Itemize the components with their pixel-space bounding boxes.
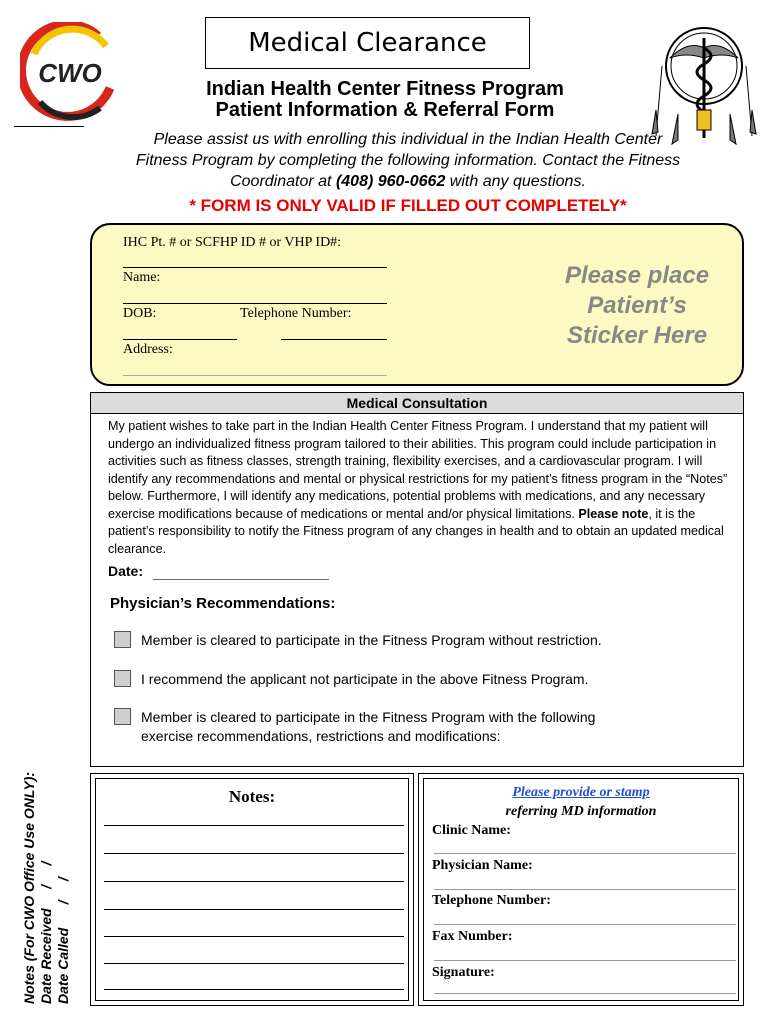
notes-line[interactable]: [104, 936, 404, 937]
intro-line: Fitness Program by completing the following information. Contact the Fitness: [135, 152, 681, 169]
program-title: Indian Health Center Fitness Program: [206, 78, 564, 100]
office-use-title: Notes (For CWO Office Use ONLY):: [21, 771, 37, 1004]
notes-line[interactable]: [104, 909, 404, 910]
consultation-box: [90, 413, 744, 767]
option-label: I recommend the applicant not participate in the above Fitness Program.: [141, 671, 589, 687]
patient-sticker-placeholder: Please place Patient’s Sticker Here: [564, 262, 710, 349]
recommendations-title: Physician’s Recommendations:: [110, 595, 336, 612]
notes-line[interactable]: [104, 989, 404, 990]
intro-text-post: with any questions.: [445, 173, 586, 190]
checkbox[interactable]: [114, 670, 131, 687]
physician-name-label: Physician Name:: [432, 858, 533, 873]
md-info-subheading: referring MD information: [505, 804, 657, 819]
address-field[interactable]: [123, 375, 387, 376]
notes-line[interactable]: [104, 825, 404, 826]
checkbox[interactable]: [114, 631, 131, 648]
date-field[interactable]: [153, 579, 329, 580]
dob-field[interactable]: [123, 339, 237, 340]
intro-line: [98, 171, 718, 192]
md-telephone-label: Telephone Number:: [432, 893, 551, 908]
telephone-field[interactable]: [281, 339, 387, 340]
name-label: Name:: [123, 270, 161, 285]
intro-text: [98, 129, 718, 192]
option-label-cont: exercise recommendations, restrictions and modifications:: [141, 728, 501, 744]
please-note: Please note: [578, 506, 649, 521]
physician-name-field[interactable]: [434, 889, 736, 890]
notes-box: [90, 773, 414, 1006]
telephone-label: Telephone Number:: [240, 306, 352, 321]
office-use-notes: [21, 734, 72, 1004]
form-title: Patient Information & Referral Form: [215, 99, 555, 121]
notes-line[interactable]: [104, 963, 404, 964]
referring-md-border: [423, 778, 739, 1001]
patient-id-label: IHC Pt. # or SCFHP ID # or VHP ID#:: [123, 235, 342, 250]
fax-number-field[interactable]: [434, 960, 736, 961]
checkbox[interactable]: [114, 708, 131, 725]
signature-field[interactable]: [434, 993, 736, 994]
validity-warning: * FORM IS ONLY VALID IF FILLED OUT COMPLETELY*: [189, 196, 627, 215]
intro-text-pre: Coordinator at: [230, 173, 336, 190]
date-called: Date Called / /: [55, 877, 71, 1004]
consultation-body: My patient wishes to take part in the Indian Health Center Fitness Program. I understand that my patient will undergo an individualized fitness program tailored to their abilities. This program could include participation in activities such as fitness classes, strength training, flexibility exercises, and a cardiovascular program. I will identify any recommendations and mental or physical restrictions for my patient’s fitness program in the “Notes” below. Furthermore, I will identify any medications, potential problems with medications, and any necessary exercise modifications because of medications or mental and/or physical limitations.: [108, 419, 728, 521]
notes-box-border: [95, 778, 409, 1001]
notes-title: Notes:: [228, 787, 276, 806]
intro-line: Please assist us with enrolling this individual in the Indian Health Center: [153, 131, 663, 148]
md-telephone-field[interactable]: [434, 924, 736, 925]
clinic-name-label: Clinic Name:: [432, 823, 511, 838]
fax-number-label: Fax Number:: [432, 929, 513, 944]
option-label: Member is cleared to participate in the Fitness Program without restriction.: [141, 632, 602, 648]
date-label: Date:: [108, 563, 144, 579]
notes-line[interactable]: [104, 853, 404, 854]
md-info-heading: Please provide or stamp: [512, 785, 650, 800]
signature-label: Signature:: [432, 965, 495, 980]
patient-info-box: [90, 223, 744, 386]
address-label: Address:: [123, 342, 173, 357]
patient-id-field[interactable]: [123, 267, 387, 268]
notes-line[interactable]: [104, 881, 404, 882]
option-label: Member is cleared to participate in the Fitness Program with the following: [141, 709, 596, 725]
dob-label: DOB:: [123, 306, 157, 321]
page-title: Medical Clearance: [205, 17, 530, 69]
consultation-header: Medical Consultation: [90, 392, 744, 414]
consultation-text: [108, 418, 734, 558]
consultation-body-end: , it is the patient’s responsibility to notify the Fitness program of any changes in health and to obtain an updated medical clearance.: [108, 506, 724, 556]
clinic-name-field[interactable]: [434, 853, 736, 854]
name-field[interactable]: [123, 303, 387, 304]
date-received: Date Received / /: [38, 861, 54, 1004]
contact-phone: (408) 960-0662: [335, 173, 446, 190]
referring-md-box: [418, 773, 744, 1006]
svg-text:CWO: CWO: [38, 58, 102, 88]
cwo-logo: [20, 22, 124, 126]
